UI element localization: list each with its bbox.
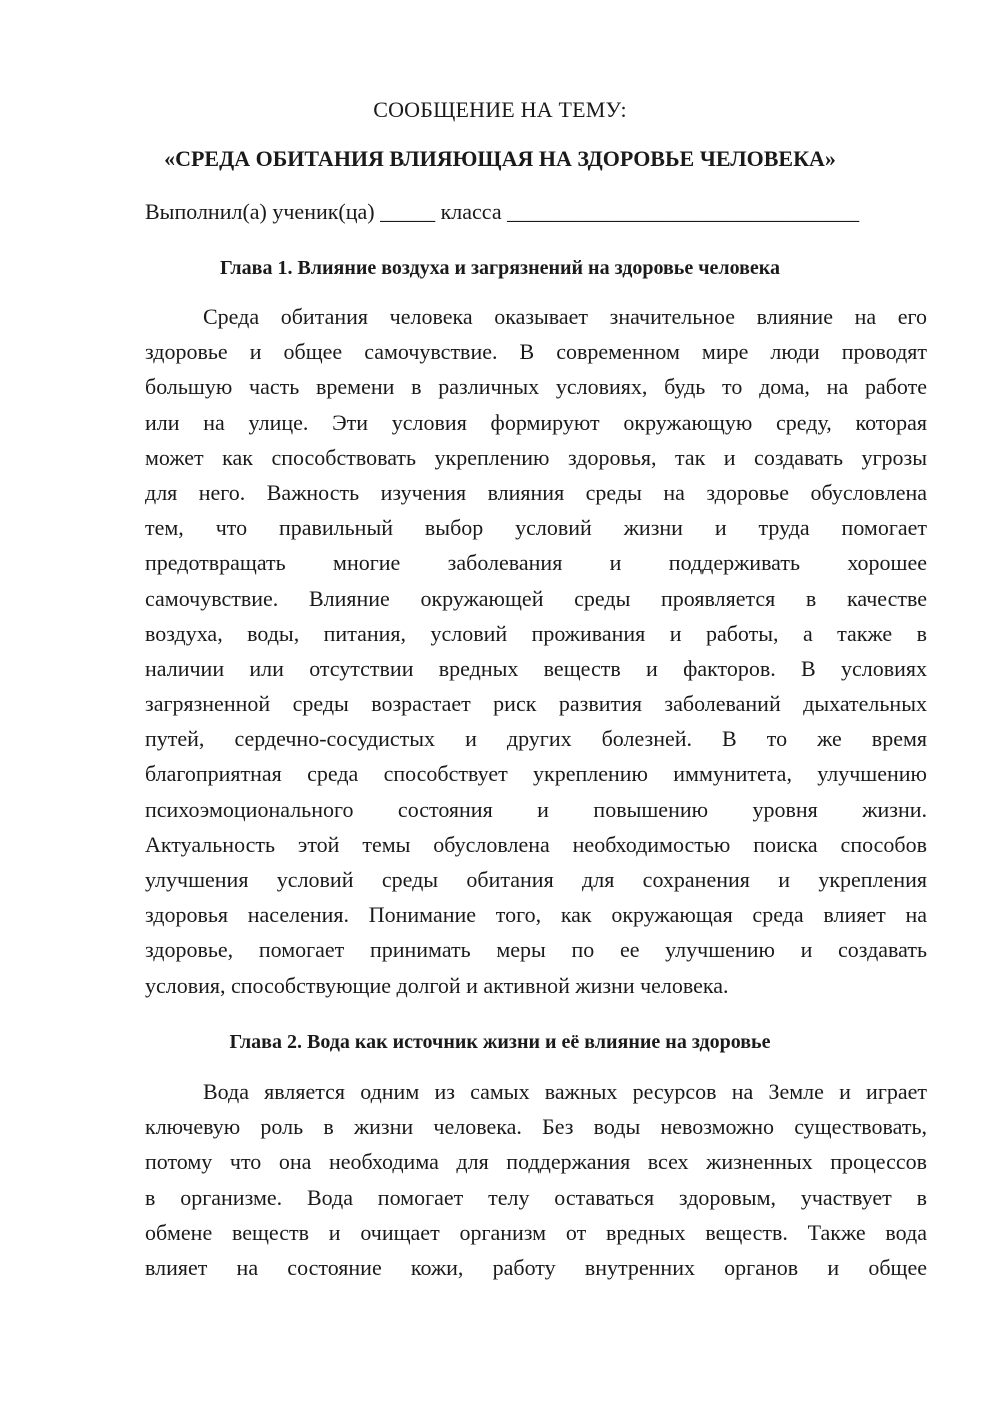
text-line: влияет на состояние кожи, работу внутренних органов и общее [145, 1254, 927, 1280]
text-line: может как способствовать укреплению здоровья, так и создавать угрозы [145, 444, 927, 470]
text-line: наличии или отсутствии вредных веществ и факторов. В условиях [145, 655, 927, 681]
document-title: «СРЕДА ОБИТАНИЯ ВЛИЯЮЩАЯ НА ЗДОРОВЬЕ ЧЕЛОВЕКА» [164, 146, 836, 171]
author-line: Выполнил(а) ученик(ца) _____ класса ________________________________ [145, 199, 860, 224]
text-line: здоровье, помогает принимать меры по ее улучшению и создавать [145, 937, 927, 963]
text-line: благоприятная среда способствует укреплению иммунитета, улучшению [145, 761, 927, 787]
text-line: Среда обитания человека оказывает значительное влияние на его [203, 304, 927, 329]
text-line: психоэмоционального состояния и повышению уровня жизни. [145, 796, 927, 822]
text-line: условия, способствующие долгой и активной жизни человека. [145, 972, 729, 998]
text-line: самочувствие. Влияние окружающей среды проявляется в качестве [145, 585, 927, 611]
text-line: здоровье и общее самочувствие. В современном мире люди проводят [145, 339, 927, 365]
text-line: Актуальность этой темы обусловлена необходимостью поиска способов [145, 831, 927, 857]
text-line: обмене веществ и очищает организм от вредных веществ. Также вода [145, 1219, 927, 1245]
text-line: улучшения условий среды обитания для сохранения и укрепления [145, 867, 927, 892]
chapter-1-title: Глава 1. Влияние воздуха и загрязнений на здоровье человека [219, 257, 781, 279]
text-line: путей, сердечно-сосудистых и других болезней. В то же время [145, 726, 927, 752]
text-line: большую часть времени в различных условиях, будь то дома, на работе [145, 374, 927, 400]
text-line: предотвращать многие заболевания и поддерживать хорошее [145, 550, 927, 576]
text-line: для него. Важность изучения влияния среды на здоровье обусловлена [145, 479, 927, 505]
text-line: Вода является одним из самых важных ресурсов на Земле и играет [203, 1079, 927, 1104]
text-line: воздуха, воды, питания, условий проживания и работы, а также в [145, 620, 927, 646]
text-line: или на улице. Эти условия формируют окружающую среду, которая [145, 409, 927, 435]
text-line: в организме. Вода помогает телу оставаться здоровым, участвует в [145, 1184, 927, 1210]
topic-heading: СООБЩЕНИЕ НА ТЕМУ: [373, 97, 627, 122]
chapter-1-paragraph [145, 299, 927, 1003]
text-line: тем, что правильный выбор условий жизни и труда помогает [145, 515, 927, 541]
text-line: ключевую роль в жизни человека. Без воды невозможно существовать, [145, 1114, 927, 1140]
text-line: загрязненной среды возрастает риск развития заболеваний дыхательных [145, 691, 927, 717]
chapter-2-paragraph [145, 1074, 927, 1285]
chapter-2-title: Глава 2. Вода как источник жизни и её влияние на здоровье [229, 1031, 771, 1053]
text-line: здоровья населения. Понимание того, как окружающая среда влияет на [145, 902, 927, 928]
text-line: потому что она необходима для поддержания всех жизненных процессов [145, 1149, 927, 1175]
